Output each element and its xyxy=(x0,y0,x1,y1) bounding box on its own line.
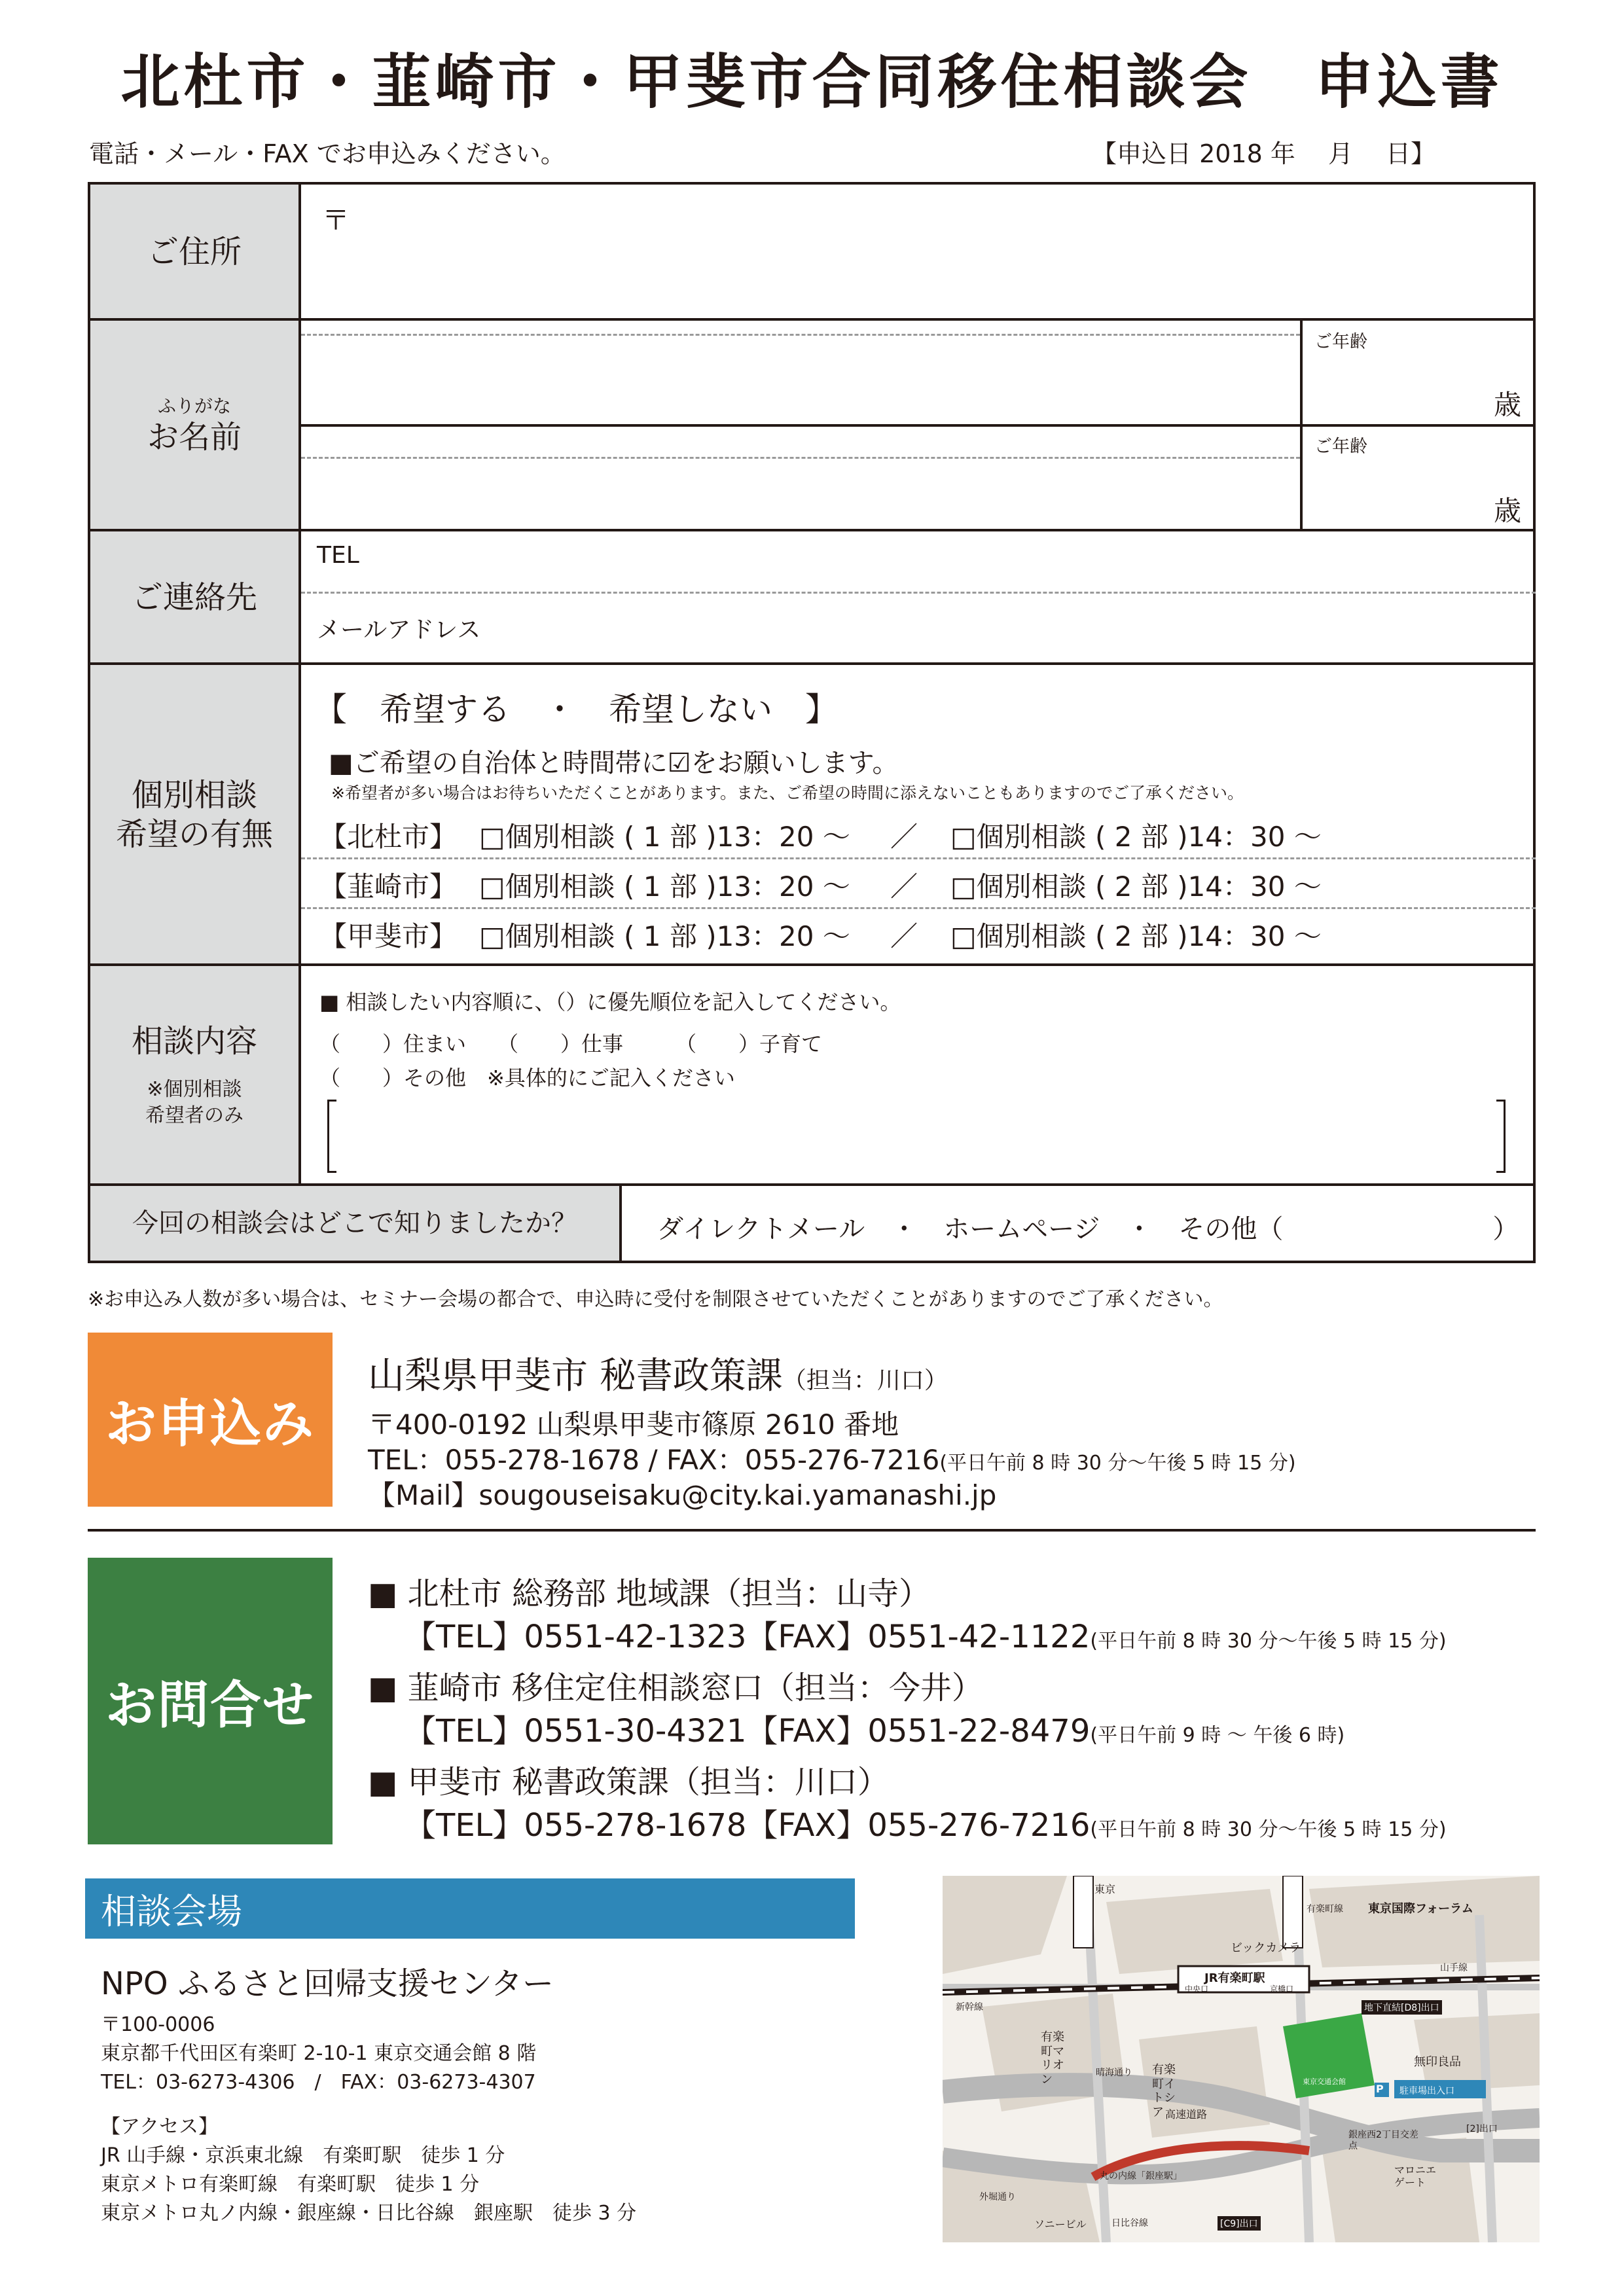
venue-map xyxy=(943,1876,1540,2242)
inquiry-hours: (平日午前 8 時 30 分～午後 5 時 15 分) xyxy=(1090,1818,1447,1841)
map-label-itocia: 有楽町イトシア xyxy=(1152,2063,1176,2119)
furigana-line xyxy=(301,457,1300,459)
individual-header xyxy=(90,665,301,965)
inquiry-phone-kai xyxy=(405,1800,1447,1845)
city-line xyxy=(301,857,1536,859)
map-road xyxy=(1479,1915,1492,2242)
slot1-checkbox-kai[interactable]: □個別相談 ( 1 部 )13：20 ～ xyxy=(479,920,850,952)
tel-input[interactable] xyxy=(393,538,1519,588)
slot1-checkbox-nirasaki[interactable]: □個別相談 ( 1 部 )13：20 ～ xyxy=(479,870,850,903)
apply-badge: お申込み xyxy=(88,1333,333,1507)
inquiry-phone-number: 【TEL】055-278-1678【FAX】055-276-7216 xyxy=(405,1807,1091,1844)
map-label-muji: 無印良品 xyxy=(1414,2055,1461,2069)
inquiry-phone-hokuto xyxy=(405,1611,1447,1657)
email-label: メールアドレス xyxy=(317,617,481,643)
map-label-bic: ビックカメラ xyxy=(1231,1941,1301,1955)
city-name-hokuto: 【北杜市】 xyxy=(319,821,458,853)
name-input-1[interactable] xyxy=(308,336,1290,422)
map-label-exit2: [2]出口 xyxy=(1466,2124,1498,2134)
map-label-shinkansen: 新幹線 xyxy=(956,2002,983,2013)
map-label-box xyxy=(1283,1876,1303,1948)
postal-mark: 〒 xyxy=(322,204,350,236)
row-divider xyxy=(88,529,1536,531)
individual-label-2: 希望の有無 xyxy=(115,816,273,853)
map-label-yamanote: 山手線 xyxy=(1440,1963,1468,1973)
map-label-station: JR有楽町駅 xyxy=(1204,1971,1265,1985)
content-sub-1: ※個別相談 xyxy=(147,1077,242,1101)
map-block xyxy=(1106,1889,1283,1974)
map-label-hibiya: 日比谷線 xyxy=(1111,2218,1148,2229)
name-label: お名前 xyxy=(147,418,242,456)
slot2-checkbox-nirasaki[interactable]: □個別相談 ( 2 部 )14：30 ～ xyxy=(950,870,1322,903)
map-label-marronnier: マロニエゲート xyxy=(1394,2164,1437,2189)
slot1-checkbox-hokuto[interactable]: □個別相談 ( 1 部 )13：20 ～ xyxy=(479,821,850,853)
apply-org-name: 山梨県甲斐市 秘書政策課 xyxy=(368,1355,783,1397)
map-label-parking: 駐車場出入口 xyxy=(1399,2086,1454,2096)
row-divider xyxy=(88,963,1536,966)
map-label-tokyo: 東京 xyxy=(1094,1883,1116,1895)
furigana-line xyxy=(301,334,1300,336)
access-item: JR 山手線・京浜東北線 有楽町駅 徒歩 1 分 xyxy=(101,2144,505,2167)
email-input[interactable] xyxy=(497,600,1519,657)
tel-label: TEL xyxy=(317,542,359,569)
access-label: 【アクセス】 xyxy=(101,2115,219,2138)
row-divider xyxy=(88,662,1536,665)
bracket-left xyxy=(327,1100,336,1173)
apply-hours: (平日午前 8 時 30 分～午後 5 時 15 分) xyxy=(939,1452,1296,1475)
apply-tel-fax: TEL：055-278-1678 / FAX：055-276-7216 xyxy=(368,1444,940,1476)
map-label-yurakucho-line: 有楽町線 xyxy=(1307,1904,1343,1914)
slot2-checkbox-hokuto[interactable]: □個別相談 ( 2 部 )14：30 ～ xyxy=(950,821,1322,853)
map-label-ginza-station: 丸の内線「銀座駅」 xyxy=(1100,2171,1182,2181)
age-divider xyxy=(1300,321,1303,530)
content-header xyxy=(90,966,301,1185)
row-divider xyxy=(88,1183,1536,1186)
page-title: 北杜市・韮崎市・甲斐市合同移住相談会 申込書 xyxy=(120,48,1504,117)
map-label-kosoku: 高速道路 xyxy=(1165,2108,1208,2121)
venue-name: NPO ふるさと回帰支援センター xyxy=(101,1965,554,2002)
row-divider xyxy=(301,424,1536,427)
slot-separator: ／ xyxy=(890,920,918,952)
apply-contact-person: （担当：川口） xyxy=(782,1367,948,1394)
inquiry-badge: お問合せ xyxy=(88,1558,333,1844)
contact-header: ご連絡先 xyxy=(90,531,301,664)
inquiry-hours: (平日午前 9 時 ～ 午後 6 時) xyxy=(1090,1724,1345,1747)
choice-note: ■ご希望の自治体と時間帯に☑をお願いします。 xyxy=(329,748,899,778)
bracket-right xyxy=(1496,1100,1506,1173)
access-item: 東京メトロ丸ノ内線・銀座線・日比谷線 銀座駅 徒歩 3 分 xyxy=(101,2202,637,2225)
consult-choice[interactable]: 【 希望する ・ 希望しない 】 xyxy=(314,691,838,728)
row-divider xyxy=(88,318,1536,321)
inquiry-phone-number: 【TEL】0551-42-1323【FAX】0551-42-1122 xyxy=(405,1619,1091,1655)
source-options[interactable]: ダイレクトメール ・ ホームページ ・ その他（ ） xyxy=(657,1214,1519,1244)
content-priority-row-1[interactable]: （ ）住まい （ ）仕事 （ ）子育て xyxy=(319,1031,823,1056)
inquiry-hours: (平日午前 8 時 30 分～午後 5 時 15 分) xyxy=(1090,1630,1447,1653)
map-label-p: P xyxy=(1376,2083,1384,2095)
inquiry-org-hokuto: ■ 北杜市 総務部 地域課（担当：山寺） xyxy=(368,1575,931,1612)
content-label: 相談内容 xyxy=(131,1022,257,1060)
map-label-forum: 東京国際フォーラム xyxy=(1368,1902,1473,1916)
apply-date: 【申込日 2018 年 月 日】 xyxy=(1092,139,1436,168)
city-name-nirasaki: 【韮崎市】 xyxy=(319,870,458,903)
map-label-kyobashi-exit: 京橋口 xyxy=(1270,1984,1294,1994)
map-label-box xyxy=(1074,1876,1093,1948)
city-line xyxy=(301,907,1536,909)
name-input-2[interactable] xyxy=(308,459,1290,525)
slot2-checkbox-kai[interactable]: □個別相談 ( 2 部 )14：30 ～ xyxy=(950,920,1322,952)
map-label-kaikan: 東京交通会館 xyxy=(1303,2077,1346,2086)
slot-separator: ／ xyxy=(890,821,918,853)
slot-separator: ／ xyxy=(890,870,918,903)
apply-phone xyxy=(368,1439,1296,1478)
map-label-marion: 有楽町マリオン xyxy=(1041,2030,1064,2087)
venue-postal: 〒100-0006 xyxy=(101,2013,215,2036)
map-label-harumi: 晴海通り xyxy=(1096,2068,1132,2078)
content-instruction: ■ 相談したい内容順に、（）に優先順位を記入してください。 xyxy=(319,990,901,1014)
venue-tel-fax: TEL：03-6273-4306 / FAX：03-6273-4307 xyxy=(101,2071,536,2094)
city-name-kai: 【甲斐市】 xyxy=(319,920,458,952)
contact-line xyxy=(301,592,1536,594)
age-label-2: ご年齢 xyxy=(1314,437,1367,457)
map-label-d8: 地下直結[D8]出口 xyxy=(1362,2000,1442,2015)
content-detail-input[interactable] xyxy=(327,1100,1506,1173)
inquiry-phone-nirasaki xyxy=(405,1706,1344,1751)
address-header: ご住所 xyxy=(90,185,301,319)
age-label-1: ご年齢 xyxy=(1314,332,1367,352)
map-label-sotobori: 外堀通り xyxy=(979,2192,1016,2202)
apply-mail[interactable]: 【Mail】sougouseisaku@city.kai.yamanashi.jp xyxy=(368,1479,997,1511)
source-header: 今回の相談会はどこで知りましたか？ xyxy=(90,1186,622,1261)
address-input[interactable] xyxy=(308,196,1525,312)
map-block xyxy=(943,1876,1067,1974)
map-label-c9: [C9]出口 xyxy=(1218,2216,1261,2231)
map-label-sony: ソニービル xyxy=(1034,2218,1087,2231)
choice-subnote: ※希望者が多い場合はお待ちいただくことがあります。また、ご希望の時間に添えないこともありますのでご了承ください。 xyxy=(331,783,1244,802)
map-block xyxy=(1309,1876,1540,1967)
section-divider xyxy=(88,1529,1536,1532)
inquiry-org-nirasaki: ■ 韮崎市 移住定住相談窓口（担当：今井） xyxy=(368,1670,983,1706)
apply-address: 〒400-0192 山梨県甲斐市篠原 2610 番地 xyxy=(368,1408,899,1441)
name-header xyxy=(90,321,301,530)
venue-heading: 相談会場 xyxy=(85,1878,855,1939)
inquiry-org-kai: ■ 甲斐市 秘書政策課（担当：川口） xyxy=(368,1764,889,1801)
content-priority-row-2[interactable]: （ ）その他 ※具体的にご記入ください xyxy=(319,1066,735,1090)
furigana-label: ふりがな xyxy=(157,395,231,417)
individual-label-1: 個別相談 xyxy=(131,777,257,814)
age-unit-2: 歳 xyxy=(1494,495,1522,527)
capacity-notice: ※お申込み人数が多い場合は、セミナー会場の都合で、申込時に受付を制限させていただくことがありますのでご了承ください。 xyxy=(88,1288,1223,1311)
venue-address: 東京都千代田区有楽町 2-10-1 東京交通会館 8 階 xyxy=(101,2042,537,2065)
access-item: 東京メトロ有楽町線 有楽町駅 徒歩 1 分 xyxy=(101,2173,480,2196)
page-subtitle: 電話・メール・FAX でお申込みください。 xyxy=(89,139,566,168)
inquiry-phone-number: 【TEL】0551-30-4321【FAX】0551-22-8479 xyxy=(405,1713,1091,1749)
age-unit-1: 歳 xyxy=(1494,389,1522,421)
map-label-ginza-2: 銀座西2丁目交差点 xyxy=(1348,2130,1418,2151)
apply-org xyxy=(368,1347,948,1399)
map-label-central-exit: 中央口 xyxy=(1185,1984,1209,1994)
content-sub-2: 希望者のみ xyxy=(145,1104,244,1127)
